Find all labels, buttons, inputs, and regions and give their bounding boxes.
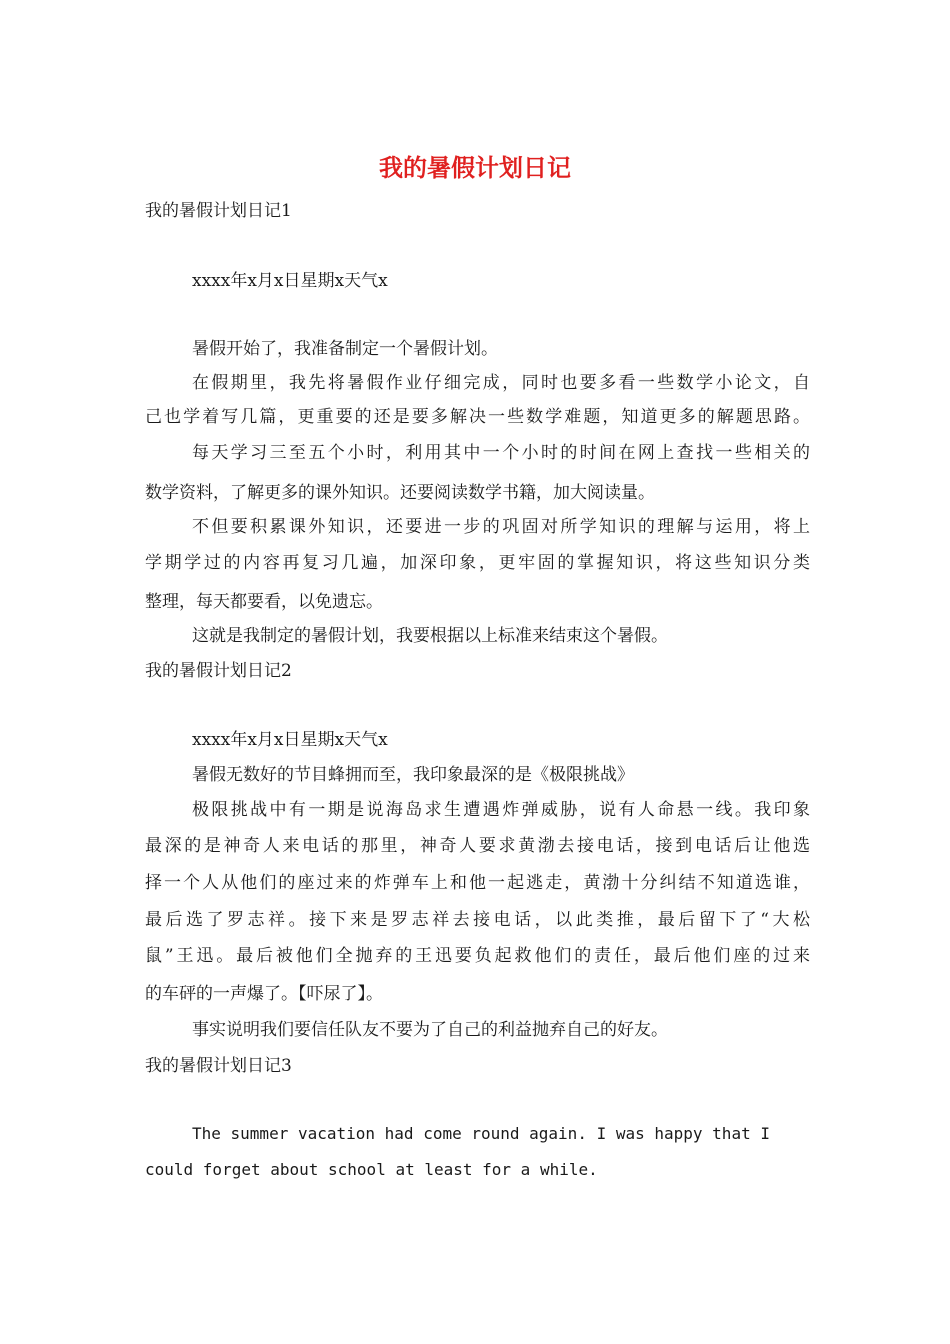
entry2-paragraph1: 暑假无数好的节目蜂拥而至，我印象最深的是《极限挑战》 [192, 765, 634, 785]
entry2-dateline: xxxx年x月x日星期x天气x [192, 730, 388, 750]
entry1-paragraph4-line3: 整理，每天都要看，以免遗忘。 [145, 592, 383, 612]
entry3-heading: 我的暑假计划日记3 [145, 1056, 292, 1076]
entry2-paragraph2-line5: 鼠”王迅。最后被他们全抛弃的王迅要负起救他们的责任，最后他们座的过来 [145, 946, 810, 966]
entry2-paragraph2-line4: 最后选了罗志祥。接下来是罗志祥去接电话，以此类推，最后留下了“大松 [145, 910, 810, 930]
entry1-paragraph3-line2: 数学资料，了解更多的课外知识。还要阅读数学书籍，加大阅读量。 [145, 483, 655, 503]
entry2-paragraph2-line3: 择一个人从他们的座过来的炸弹车上和他一起逃走，黄渤十分纠结不知道选谁， [145, 873, 810, 893]
entry1-heading: 我的暑假计划日记1 [145, 201, 292, 221]
entry2-paragraph2-line2: 最深的是神奇人来电话的那里，神奇人要求黄渤去接电话，接到电话后让他选 [145, 836, 810, 856]
page-title: 我的暑假计划日记 [379, 153, 571, 182]
entry1-dateline: xxxx年x月x日星期x天气x [192, 271, 388, 291]
entry1-paragraph3-line1: 每天学习三至五个小时，利用其中一个小时的时间在网上查找一些相关的 [192, 443, 810, 463]
entry1-paragraph5: 这就是我制定的暑假计划，我要根据以上标准来结束这个暑假。 [192, 626, 668, 646]
entry1-paragraph4-line2: 学期学过的内容再复习几遍，加深印象，更牢固的掌握知识，将这些知识分类 [145, 553, 810, 573]
entry1-paragraph1: 暑假开始了，我准备制定一个暑假计划。 [192, 339, 498, 359]
entry1-paragraph2-line1: 在假期里，我先将暑假作业仔细完成，同时也要多看一些数学小论文，自 [192, 373, 810, 393]
entry2-paragraph2-line1: 极限挑战中有一期是说海岛求生遭遇炸弹威胁，说有人命悬一线。我印象 [192, 800, 810, 820]
entry1-paragraph2-line2: 己也学着写几篇，更重要的还是要多解决一些数学难题，知道更多的解题思路。 [145, 407, 810, 427]
entry3-paragraph1-line1: The summer vacation had come round again. I was happy that I [192, 1124, 770, 1143]
entry1-paragraph4-line1: 不但要积累课外知识，还要进一步的巩固对所学知识的理解与运用，将上 [192, 517, 810, 537]
entry2-heading: 我的暑假计划日记2 [145, 661, 292, 681]
entry2-paragraph3: 事实说明我们要信任队友不要为了自己的利益抛弃自己的好友。 [192, 1020, 668, 1040]
entry3-paragraph1-line2: could forget about school at least for a while. [145, 1160, 598, 1179]
entry2-paragraph2-line6: 的车砰的一声爆了。【吓尿了】。 [145, 984, 383, 1004]
